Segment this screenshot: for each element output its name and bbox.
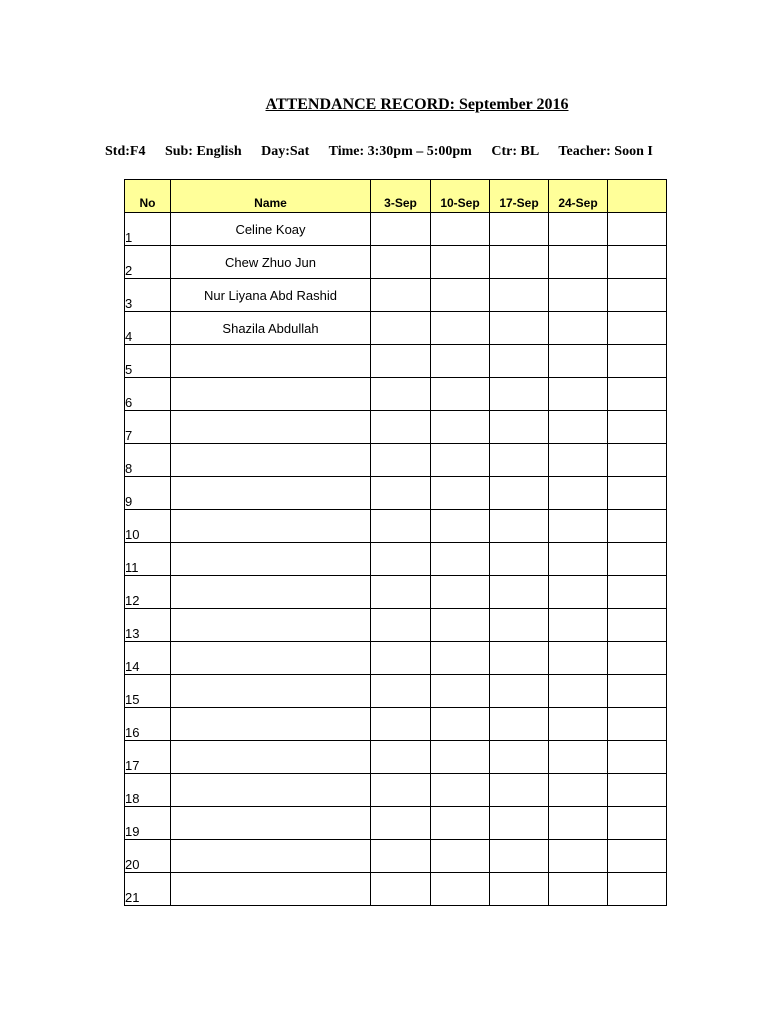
attendance-cell-17-sep <box>490 312 549 345</box>
column-header-17-sep: 17-Sep <box>490 180 549 213</box>
attendance-cell-3-sep <box>371 708 431 741</box>
column-header-no: No <box>125 180 171 213</box>
attendance-cell-10-sep <box>431 378 490 411</box>
student-name <box>171 840 371 873</box>
attendance-cell-24-sep <box>549 378 608 411</box>
attendance-cell-3-sep <box>371 279 431 312</box>
table-row <box>125 279 667 312</box>
attendance-cell-24-sep <box>549 312 608 345</box>
attendance-cell-17-sep <box>490 807 549 840</box>
attendance-cell-17-sep <box>490 642 549 675</box>
student-name: Nur Liyana Abd Rashid <box>171 279 371 312</box>
student-name <box>171 411 371 444</box>
row-number: 17 <box>125 741 171 774</box>
attendance-cell-24-sep <box>549 444 608 477</box>
student-name <box>171 510 371 543</box>
attendance-cell-10-sep <box>431 840 490 873</box>
attendance-cell-17-sep <box>490 609 549 642</box>
attendance-cell-blank <box>608 873 667 906</box>
table-row <box>125 576 667 609</box>
attendance-cell-10-sep <box>431 774 490 807</box>
attendance-cell-3-sep <box>371 873 431 906</box>
row-number: 4 <box>125 312 171 345</box>
attendance-cell-10-sep <box>431 246 490 279</box>
student-name <box>171 477 371 510</box>
attendance-cell-17-sep <box>490 279 549 312</box>
attendance-cell-blank <box>608 543 667 576</box>
attendance-cell-24-sep <box>549 708 608 741</box>
page-title: ATTENDANCE RECORD: September 2016 <box>265 96 569 113</box>
column-header-blank <box>608 180 667 213</box>
column-header-name: Name <box>171 180 371 213</box>
attendance-cell-24-sep <box>549 510 608 543</box>
attendance-cell-blank <box>608 444 667 477</box>
attendance-cell-10-sep <box>431 642 490 675</box>
attendance-cell-17-sep <box>490 510 549 543</box>
table-row <box>125 444 667 477</box>
attendance-cell-10-sep <box>431 279 490 312</box>
table-row <box>125 840 667 873</box>
row-number: 13 <box>125 609 171 642</box>
center-label: Ctr: BL <box>491 144 540 159</box>
student-name <box>171 708 371 741</box>
attendance-cell-10-sep <box>431 444 490 477</box>
attendance-cell-blank <box>608 708 667 741</box>
row-number: 14 <box>125 642 171 675</box>
table-row <box>125 708 667 741</box>
attendance-cell-24-sep <box>549 642 608 675</box>
row-number: 9 <box>125 477 171 510</box>
subject-label: Sub: English <box>164 144 242 159</box>
attendance-cell-10-sep <box>431 807 490 840</box>
attendance-cell-24-sep <box>549 609 608 642</box>
attendance-cell-3-sep <box>371 312 431 345</box>
attendance-cell-3-sep <box>371 411 431 444</box>
row-number: 3 <box>125 279 171 312</box>
attendance-cell-17-sep <box>490 444 549 477</box>
row-number: 15 <box>125 675 171 708</box>
attendance-cell-3-sep <box>371 741 431 774</box>
attendance-cell-10-sep <box>431 708 490 741</box>
teacher-label: Teacher: Soon I <box>558 144 653 159</box>
attendance-cell-10-sep <box>431 477 490 510</box>
attendance-cell-24-sep <box>549 741 608 774</box>
table-row <box>125 609 667 642</box>
attendance-cell-3-sep <box>371 510 431 543</box>
row-number: 10 <box>125 510 171 543</box>
attendance-cell-24-sep <box>549 576 608 609</box>
attendance-cell-3-sep <box>371 807 431 840</box>
attendance-cell-17-sep <box>490 213 549 246</box>
attendance-cell-10-sep <box>431 213 490 246</box>
table-row <box>125 543 667 576</box>
table-row <box>125 510 667 543</box>
table-row <box>125 477 667 510</box>
attendance-cell-3-sep <box>371 477 431 510</box>
column-header-10-sep: 10-Sep <box>431 180 490 213</box>
table-row <box>125 312 667 345</box>
row-number: 2 <box>125 246 171 279</box>
row-number: 1 <box>125 213 171 246</box>
attendance-cell-blank <box>608 807 667 840</box>
table-row <box>125 642 667 675</box>
attendance-cell-blank <box>608 774 667 807</box>
attendance-cell-17-sep <box>490 675 549 708</box>
attendance-cell-17-sep <box>490 741 549 774</box>
table-row <box>125 675 667 708</box>
attendance-cell-17-sep <box>490 873 549 906</box>
student-name <box>171 741 371 774</box>
student-name <box>171 378 371 411</box>
table-row <box>125 246 667 279</box>
attendance-cell-10-sep <box>431 609 490 642</box>
attendance-cell-17-sep <box>490 543 549 576</box>
row-number: 5 <box>125 345 171 378</box>
attendance-cell-10-sep <box>431 741 490 774</box>
student-name <box>171 675 371 708</box>
student-name <box>171 609 371 642</box>
attendance-cell-blank <box>608 510 667 543</box>
attendance-cell-blank <box>608 213 667 246</box>
row-number: 19 <box>125 807 171 840</box>
attendance-cell-10-sep <box>431 510 490 543</box>
attendance-cell-3-sep <box>371 378 431 411</box>
attendance-cell-blank <box>608 411 667 444</box>
attendance-cell-17-sep <box>490 345 549 378</box>
student-name <box>171 774 371 807</box>
attendance-cell-10-sep <box>431 411 490 444</box>
attendance-cell-10-sep <box>431 576 490 609</box>
attendance-cell-blank <box>608 609 667 642</box>
row-number: 16 <box>125 708 171 741</box>
attendance-cell-17-sep <box>490 840 549 873</box>
attendance-cell-blank <box>608 345 667 378</box>
attendance-cell-24-sep <box>549 213 608 246</box>
attendance-table <box>124 179 667 906</box>
attendance-cell-3-sep <box>371 675 431 708</box>
attendance-cell-blank <box>608 279 667 312</box>
row-number: 21 <box>125 873 171 906</box>
table-row <box>125 741 667 774</box>
attendance-cell-24-sep <box>549 807 608 840</box>
attendance-cell-3-sep <box>371 246 431 279</box>
row-number: 7 <box>125 411 171 444</box>
attendance-cell-17-sep <box>490 477 549 510</box>
row-number: 11 <box>125 543 171 576</box>
standard-label: Std:F4 <box>105 144 146 159</box>
row-number: 18 <box>125 774 171 807</box>
attendance-cell-blank <box>608 840 667 873</box>
row-number: 8 <box>125 444 171 477</box>
row-number: 20 <box>125 840 171 873</box>
attendance-cell-3-sep <box>371 774 431 807</box>
attendance-cell-24-sep <box>549 477 608 510</box>
attendance-cell-3-sep <box>371 345 431 378</box>
attendance-cell-24-sep <box>549 279 608 312</box>
attendance-cell-24-sep <box>549 774 608 807</box>
table-row <box>125 213 667 246</box>
attendance-cell-17-sep <box>490 378 549 411</box>
row-number: 6 <box>125 378 171 411</box>
attendance-cell-3-sep <box>371 444 431 477</box>
table-row <box>125 378 667 411</box>
attendance-cell-blank <box>608 312 667 345</box>
attendance-cell-blank <box>608 675 667 708</box>
attendance-cell-24-sep <box>549 345 608 378</box>
row-number: 12 <box>125 576 171 609</box>
attendance-cell-17-sep <box>490 774 549 807</box>
attendance-cell-24-sep <box>549 873 608 906</box>
table-row <box>125 873 667 906</box>
table-row <box>125 345 667 378</box>
student-name <box>171 873 371 906</box>
attendance-cell-17-sep <box>490 708 549 741</box>
table-row <box>125 774 667 807</box>
attendance-cell-24-sep <box>549 675 608 708</box>
student-name: Shazila Abdullah <box>171 312 371 345</box>
student-name <box>171 543 371 576</box>
attendance-cell-17-sep <box>490 411 549 444</box>
student-name: Chew Zhuo Jun <box>171 246 371 279</box>
attendance-cell-17-sep <box>490 246 549 279</box>
class-info-line <box>105 144 667 160</box>
attendance-cell-blank <box>608 246 667 279</box>
student-name <box>171 807 371 840</box>
table-row <box>125 411 667 444</box>
student-name <box>171 444 371 477</box>
student-name <box>171 576 371 609</box>
student-name <box>171 345 371 378</box>
attendance-cell-10-sep <box>431 675 490 708</box>
attendance-cell-24-sep <box>549 411 608 444</box>
attendance-cell-10-sep <box>431 312 490 345</box>
attendance-cell-3-sep <box>371 609 431 642</box>
attendance-cell-10-sep <box>431 345 490 378</box>
attendance-cell-blank <box>608 378 667 411</box>
attendance-cell-24-sep <box>549 543 608 576</box>
student-name: Celine Koay <box>171 213 371 246</box>
attendance-cell-blank <box>608 642 667 675</box>
attendance-cell-24-sep <box>549 246 608 279</box>
attendance-cell-3-sep <box>371 642 431 675</box>
attendance-cell-10-sep <box>431 873 490 906</box>
attendance-cell-10-sep <box>431 543 490 576</box>
attendance-cell-3-sep <box>371 543 431 576</box>
table-row <box>125 807 667 840</box>
time-label: Time: 3:30pm – 5:00pm <box>328 144 472 159</box>
column-header-3-sep: 3-Sep <box>371 180 431 213</box>
attendance-cell-3-sep <box>371 213 431 246</box>
day-label: Day:Sat <box>261 144 310 159</box>
attendance-cell-24-sep <box>549 840 608 873</box>
attendance-cell-blank <box>608 576 667 609</box>
attendance-cell-blank <box>608 741 667 774</box>
student-name <box>171 642 371 675</box>
attendance-cell-3-sep <box>371 576 431 609</box>
attendance-cell-17-sep <box>490 576 549 609</box>
attendance-cell-3-sep <box>371 840 431 873</box>
column-header-24-sep: 24-Sep <box>549 180 608 213</box>
attendance-cell-blank <box>608 477 667 510</box>
header-row <box>125 180 667 213</box>
